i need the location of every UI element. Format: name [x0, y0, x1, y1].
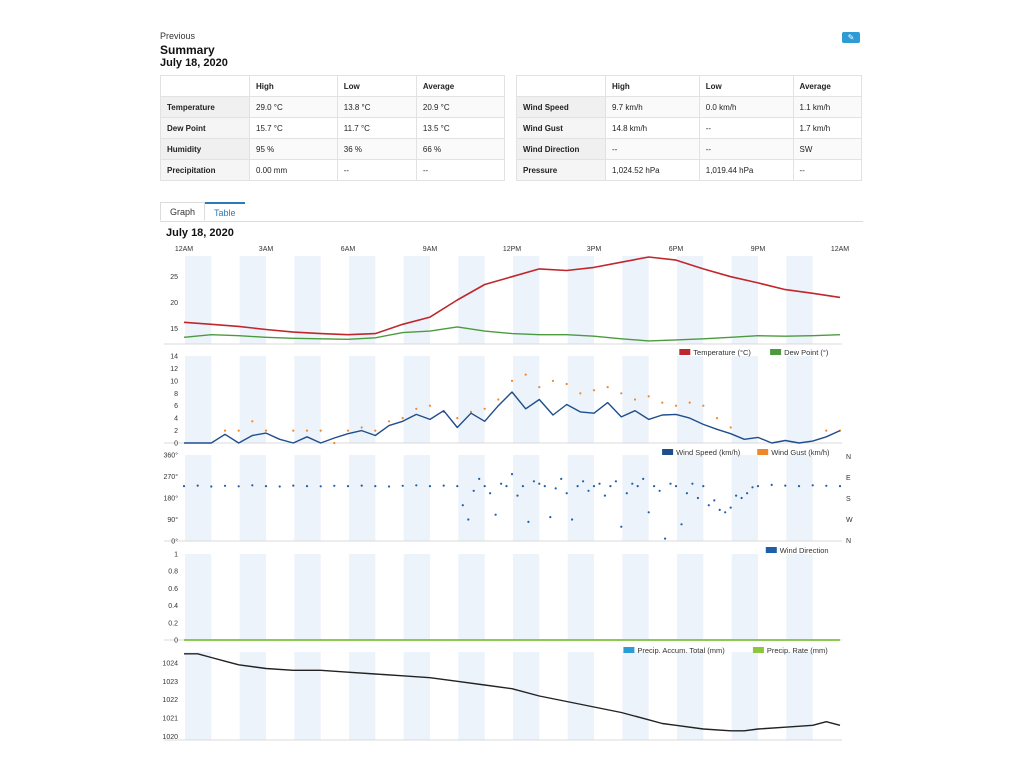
wind-gust-point	[675, 405, 677, 407]
wind-direction-point	[478, 478, 480, 480]
precipitation-axis-tick: 0	[174, 637, 178, 645]
tab-table[interactable]: Table	[205, 202, 245, 221]
wind-gust-point	[415, 408, 417, 410]
wind-direction-point	[361, 485, 363, 487]
wind-direction-point	[388, 485, 390, 487]
hour-band	[622, 554, 648, 640]
wind-gust-point	[702, 405, 704, 407]
cell-average: --	[793, 160, 862, 181]
hour-band	[677, 554, 703, 640]
wind-direction-point	[771, 484, 773, 486]
wind-axis-tick: 6	[174, 403, 178, 411]
wind-gust-point	[525, 374, 527, 376]
legend-swatch	[623, 647, 634, 653]
precipitation-axis-tick: 0.8	[168, 568, 178, 576]
wind-direction-point	[456, 485, 458, 487]
wind-direction-point	[593, 485, 595, 487]
wind-direction-point	[577, 485, 579, 487]
hour-band	[677, 455, 703, 541]
wind-gust-point	[538, 386, 540, 388]
wind-gust-point	[238, 430, 240, 432]
wind-direction-point	[648, 511, 650, 513]
pencil-icon: ✎	[847, 33, 855, 42]
wind-direction-point	[659, 490, 661, 492]
wind-direction-point	[571, 518, 573, 520]
wind-direction-point	[735, 495, 737, 497]
time-axis-label: 12PM	[502, 246, 522, 253]
row-label: Dew Point	[161, 118, 250, 139]
hour-band	[294, 652, 320, 740]
wind-gust-point	[306, 430, 308, 432]
hour-band	[732, 256, 758, 344]
wind-direction-point	[751, 486, 753, 488]
wind-gust-point	[511, 380, 513, 382]
wind-direction-point	[500, 483, 502, 485]
wind-direction-point	[620, 526, 622, 528]
hour-band	[732, 652, 758, 740]
wind-direction-point	[473, 490, 475, 492]
wind-axis-tick: 4	[174, 415, 178, 423]
wind-direction-point	[730, 507, 732, 509]
hour-band	[349, 455, 375, 541]
wind-direction-point	[197, 485, 199, 487]
hour-band	[404, 652, 430, 740]
hour-band	[677, 256, 703, 344]
wind-direction-point	[333, 485, 335, 487]
wind-direction-point	[691, 483, 693, 485]
legend-swatch	[766, 547, 777, 553]
precipitation-axis-tick: 0.6	[168, 585, 178, 593]
wind-direction-point	[713, 499, 715, 501]
wind-gust-point	[566, 383, 568, 385]
temperature-axis-tick: 25	[170, 274, 178, 282]
compass-label: N	[846, 538, 852, 545]
wind-gust-point	[429, 405, 431, 407]
wind-gust-point	[320, 430, 322, 432]
wind-direction-point	[238, 485, 240, 487]
legend-swatch	[662, 449, 673, 455]
chart-title: July 18, 2020	[166, 227, 234, 239]
row-label: Temperature	[161, 97, 250, 118]
wind-gust-point	[361, 426, 363, 428]
legend-swatch	[757, 449, 768, 455]
hour-band	[240, 356, 266, 443]
wind-direction-point	[812, 484, 814, 486]
wind-direction-point	[555, 487, 557, 489]
wind-gust-point	[661, 402, 663, 404]
cell-high: 95 %	[250, 139, 338, 160]
wind-gust-point	[716, 417, 718, 419]
column-header: High	[250, 76, 338, 97]
wind-direction-point	[798, 485, 800, 487]
hour-band	[732, 455, 758, 541]
wind-direction-point	[708, 504, 710, 506]
wind-direction-point	[653, 485, 655, 487]
wind-direction-point	[741, 497, 743, 499]
wind-direction-point	[604, 495, 606, 497]
compass-label: W	[846, 517, 853, 524]
hour-band	[732, 554, 758, 640]
cell-average: SW	[793, 139, 862, 160]
wind-gust-point	[552, 380, 554, 382]
temperature-axis-tick: 15	[170, 325, 178, 333]
cell-high: 29.0 °C	[250, 97, 338, 118]
hour-band	[349, 554, 375, 640]
hour-band	[513, 554, 539, 640]
cell-low: 36 %	[337, 139, 416, 160]
cell-average: 66 %	[416, 139, 504, 160]
row-label: Wind Speed	[517, 97, 606, 118]
legend-label: Wind Speed (km/h)	[676, 448, 741, 457]
hour-band	[240, 455, 266, 541]
wind-direction-point	[598, 483, 600, 485]
column-header: Average	[793, 76, 862, 97]
hour-band	[404, 455, 430, 541]
tab-graph[interactable]: Graph	[160, 202, 205, 221]
cell-low: 1,019.44 hPa	[699, 160, 793, 181]
cell-average: 13.5 °C	[416, 118, 504, 139]
cell-low: --	[337, 160, 416, 181]
column-header: High	[606, 76, 700, 97]
legend-label: Precip. Accum. Total (mm)	[637, 646, 725, 655]
wind-axis-tick: 10	[170, 378, 178, 386]
cell-low: 11.7 °C	[337, 118, 416, 139]
cell-high: 14.8 km/h	[606, 118, 700, 139]
wind-direction-point	[443, 485, 445, 487]
cell-low: --	[699, 139, 793, 160]
cell-high: 1,024.52 hPa	[606, 160, 700, 181]
pressure-axis-tick: 1022	[162, 697, 178, 705]
wind-direction-axis-tick: 0°	[171, 538, 178, 546]
hour-band	[294, 554, 320, 640]
hour-band	[349, 256, 375, 344]
wind-gust-point	[292, 430, 294, 432]
legend-swatch	[753, 647, 764, 653]
wind-direction-point	[746, 492, 748, 494]
wind-direction-point	[697, 497, 699, 499]
legend-swatch	[679, 349, 690, 355]
hour-band	[185, 554, 211, 640]
wind-gust-point	[251, 420, 253, 422]
wind-direction-point	[374, 485, 376, 487]
wind-direction-point	[415, 484, 417, 486]
wind-gust-point	[265, 430, 267, 432]
wind-direction-point	[527, 521, 529, 523]
wind-gust-point	[634, 398, 636, 400]
hour-band	[513, 652, 539, 740]
compass-label: S	[846, 496, 851, 503]
hour-band	[185, 652, 211, 740]
hour-band	[568, 455, 594, 541]
temperature-axis-tick: 20	[170, 300, 178, 308]
wind-direction-point	[224, 485, 226, 487]
cell-high: 0.00 mm	[250, 160, 338, 181]
hour-band	[513, 356, 539, 443]
hour-band	[568, 356, 594, 443]
wind-gust-point	[579, 392, 581, 394]
time-axis-label: 12AM	[174, 246, 194, 253]
wind-direction-point	[757, 485, 759, 487]
wind-direction-point	[522, 485, 524, 487]
cell-low: 0.0 km/h	[699, 97, 793, 118]
wind-direction-axis-tick: 90°	[167, 517, 178, 524]
wind-direction-point	[495, 514, 497, 516]
wind-gust-point	[484, 408, 486, 410]
hour-band	[786, 554, 812, 640]
legend-label: Dew Point (°)	[784, 348, 829, 357]
hour-band	[294, 455, 320, 541]
wind-axis-tick: 12	[170, 365, 178, 373]
summary-title: Summary	[160, 43, 215, 57]
row-label: Wind Direction	[517, 139, 606, 160]
wind-direction-point	[702, 485, 704, 487]
hour-band	[622, 256, 648, 344]
wind-gust-point	[620, 392, 622, 394]
wind-direction-point	[560, 478, 562, 480]
column-header: Average	[416, 76, 504, 97]
wind-axis-tick: 14	[170, 353, 178, 361]
wind-direction-point	[626, 492, 628, 494]
wind-direction-point	[279, 485, 281, 487]
wind-gust-point	[347, 430, 349, 432]
wind-gust-point	[648, 395, 650, 397]
hour-band	[622, 455, 648, 541]
wind-direction-point	[724, 511, 726, 513]
wind-axis-tick: 0	[174, 440, 178, 448]
wind-gust-point	[689, 402, 691, 404]
time-axis-label: 12AM	[830, 246, 850, 253]
hour-band	[568, 554, 594, 640]
wind-direction-point	[467, 518, 469, 520]
wind-gust-point	[607, 386, 609, 388]
hour-band	[240, 554, 266, 640]
hour-band	[622, 652, 648, 740]
hour-band	[513, 455, 539, 541]
row-label: Humidity	[161, 139, 250, 160]
wind-direction-point	[292, 485, 294, 487]
wind-gust-point	[456, 417, 458, 419]
legend-label: Precip. Rate (mm)	[766, 646, 828, 655]
wind-direction-point	[429, 485, 431, 487]
wind-gust-point	[374, 430, 376, 432]
time-axis-label: 3AM	[258, 246, 274, 253]
wind-direction-point	[566, 492, 568, 494]
wind-direction-point	[664, 538, 666, 540]
wind-direction-axis-tick: 180°	[163, 495, 178, 503]
wind-direction-point	[402, 485, 404, 487]
column-header: Low	[337, 76, 416, 97]
hour-band	[458, 455, 484, 541]
wind-direction-point	[544, 485, 546, 487]
compass-label: E	[846, 475, 851, 482]
cell-low: --	[699, 118, 793, 139]
wind-direction-axis-tick: 360°	[163, 452, 178, 460]
wind-axis-tick: 2	[174, 428, 178, 436]
row-label: Precipitation	[161, 160, 250, 181]
time-axis-label: 6PM	[668, 246, 684, 253]
time-axis-label: 3PM	[586, 246, 602, 253]
precipitation-axis-tick: 1	[174, 551, 178, 559]
wind-direction-point	[251, 484, 253, 486]
hour-band	[458, 554, 484, 640]
wind-direction-point	[839, 485, 841, 487]
wind-direction-point	[587, 490, 589, 492]
wind-direction-point	[511, 473, 513, 475]
hour-band	[568, 652, 594, 740]
precipitation-axis-tick: 0.2	[168, 620, 178, 628]
wind-direction-point	[582, 480, 584, 482]
legend-label: Wind Gust (km/h)	[771, 448, 830, 457]
hour-band	[404, 554, 430, 640]
wind-direction-point	[637, 485, 639, 487]
wind-direction-point	[825, 485, 827, 487]
wind-direction-point	[675, 485, 677, 487]
row-label: Pressure	[517, 160, 606, 181]
wind-gust-point	[388, 420, 390, 422]
wind-direction-point	[538, 483, 540, 485]
legend-label: Temperature (°C)	[693, 348, 751, 357]
hour-band	[458, 652, 484, 740]
wind-axis-tick: 8	[174, 390, 178, 398]
wind-direction-point	[306, 485, 308, 487]
wind-direction-point	[210, 485, 212, 487]
hour-band	[786, 256, 812, 344]
wind-direction-point	[549, 516, 551, 518]
wind-gust-point	[224, 430, 226, 432]
previous-link[interactable]: Previous	[160, 31, 196, 41]
wind-direction-point	[609, 485, 611, 487]
wind-direction-point	[719, 509, 721, 511]
cell-average: 20.9 °C	[416, 97, 504, 118]
wind-direction-point	[505, 485, 507, 487]
wind-gust-point	[402, 417, 404, 419]
wind-direction-point	[489, 492, 491, 494]
pressure-axis-tick: 1023	[162, 678, 178, 686]
hour-band	[404, 356, 430, 443]
wind-direction-point	[516, 495, 518, 497]
legend-label: Wind Direction	[779, 546, 829, 555]
hour-band	[185, 256, 211, 344]
pressure-axis-tick: 1024	[162, 660, 178, 668]
wind-direction-axis-tick: 270°	[163, 474, 178, 481]
hour-band	[185, 356, 211, 443]
pressure-axis-tick: 1020	[162, 733, 178, 741]
cell-average: 1.1 km/h	[793, 97, 862, 118]
hour-band	[294, 256, 320, 344]
hour-band	[458, 356, 484, 443]
cell-average: --	[416, 160, 504, 181]
hour-band	[677, 356, 703, 443]
cell-high: 9.7 km/h	[606, 97, 700, 118]
cell-high: 15.7 °C	[250, 118, 338, 139]
wind-direction-point	[631, 483, 633, 485]
hour-band	[786, 455, 812, 541]
wind-direction-point	[462, 504, 464, 506]
wind-gust-point	[333, 442, 335, 444]
wind-direction-point	[183, 485, 185, 487]
wind-direction-point	[686, 492, 688, 494]
hour-band	[786, 356, 812, 443]
time-axis-label: 6AM	[340, 246, 356, 253]
wind-direction-point	[669, 483, 671, 485]
hour-band	[240, 256, 266, 344]
wind-direction-point	[615, 480, 617, 482]
legend-swatch	[770, 349, 781, 355]
wind-direction-point	[642, 478, 644, 480]
hour-band	[349, 356, 375, 443]
precipitation-axis-tick: 0.4	[168, 603, 178, 611]
wind-gust-point	[825, 430, 827, 432]
wind-gust-point	[730, 426, 732, 428]
time-axis-label: 9AM	[422, 246, 438, 253]
cell-low: 13.8 °C	[337, 97, 416, 118]
column-header: Low	[699, 76, 793, 97]
wind-direction-point	[265, 485, 267, 487]
compass-label: N	[846, 454, 852, 461]
summary-date: July 18, 2020	[160, 57, 228, 69]
wind-direction-point	[784, 485, 786, 487]
wind-gust-point	[593, 389, 595, 391]
wind-direction-point	[320, 485, 322, 487]
pressure-axis-tick: 1021	[162, 715, 178, 723]
cell-high: --	[606, 139, 700, 160]
hour-band	[349, 652, 375, 740]
wind-direction-point	[533, 480, 535, 482]
hour-band	[185, 455, 211, 541]
row-label: Wind Gust	[517, 118, 606, 139]
wind-direction-point	[680, 523, 682, 525]
hour-band	[732, 356, 758, 443]
time-axis-label: 9PM	[750, 246, 766, 253]
wind-gust-point	[497, 398, 499, 400]
wind-direction-point	[484, 485, 486, 487]
cell-average: 1.7 km/h	[793, 118, 862, 139]
wind-direction-point	[347, 485, 349, 487]
